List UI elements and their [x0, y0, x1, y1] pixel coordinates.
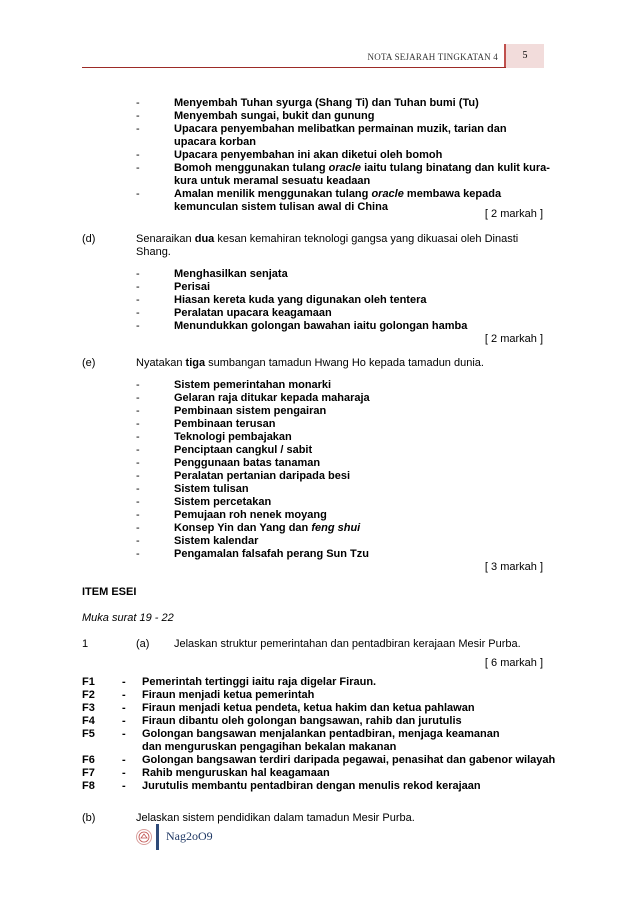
list-dash: - — [122, 767, 126, 779]
question-text — [136, 357, 484, 370]
list-dash: - — [136, 307, 140, 319]
fact-label: F3 — [82, 702, 95, 714]
fact-text: Firaun menjadi ketua pemerintah — [142, 689, 315, 701]
fact-label: F2 — [82, 689, 95, 701]
list-dash: - — [136, 149, 140, 161]
list-item: Upacara penyembahan ini akan diketui oleh bomoh — [174, 149, 443, 161]
question-keyword: dua — [194, 233, 215, 245]
list-dash: - — [136, 444, 140, 456]
fact-label: F6 — [82, 754, 95, 766]
list-dash: - — [122, 715, 126, 727]
fact-label: F7 — [82, 767, 95, 779]
list-item-text: Amalan menilik menggunakan tulang — [174, 188, 372, 200]
list-dash: - — [136, 188, 140, 200]
marks-label: [ 2 markah ] — [484, 208, 543, 220]
list-dash: - — [136, 294, 140, 306]
list-item-italic: oracle — [371, 188, 404, 200]
fact-text: Firaun dibantu oleh golongan bangsawan, rahib dan jurutulis — [142, 715, 462, 727]
list-item-text: Konsep Yin dan Yang dan — [174, 522, 312, 534]
list-item: Sistem pemerintahan monarki — [174, 379, 332, 391]
list-item-text: iaitu tulang binatang dan kulit kura- — [361, 162, 550, 174]
list-dash: - — [136, 320, 140, 332]
list-dash: - — [136, 496, 140, 508]
list-item: Menghasilkan senjata — [174, 268, 288, 280]
list-dash: - — [136, 470, 140, 482]
list-item: Menyembah sungai, bukit dan gunung — [174, 110, 375, 122]
list-item — [174, 188, 501, 201]
page-reference: Muka surat 19 - 22 — [82, 612, 174, 624]
list-item: Pengamalan falsafah perang Sun Tzu — [174, 548, 369, 560]
list-item — [174, 522, 360, 535]
list-item: Sistem tulisan — [174, 483, 249, 495]
list-dash: - — [136, 268, 140, 280]
list-dash: - — [136, 522, 140, 534]
list-item: Penciptaan cangkul / sabit — [174, 444, 313, 456]
question-label: (d) — [82, 233, 96, 245]
fact-text: Firaun menjadi ketua pendeta, ketua hakim dan ketua pahlawan — [142, 702, 475, 714]
list-item-text: membawa kepada — [403, 188, 502, 200]
fact-text: Golongan bangsawan menjalankan pentadbiran, menjaga keamanan — [142, 728, 500, 740]
list-item-continuation: kemunculan sistem tulisan awal di China — [174, 201, 388, 213]
list-dash: - — [136, 483, 140, 495]
list-dash: - — [136, 123, 140, 135]
marks-label: [ 3 markah ] — [484, 561, 543, 573]
footer-accent-bar — [156, 824, 159, 850]
list-item: Pembinaan sistem pengairan — [174, 405, 327, 417]
question-text-continuation: Shang. — [136, 246, 171, 258]
fact-label: F1 — [82, 676, 95, 688]
list-item: Peralatan upacara keagamaan — [174, 307, 332, 319]
list-dash: - — [136, 110, 140, 122]
question-text-part: sumbangan tamadun Hwang Ho kepada tamadun dunia. — [205, 357, 484, 369]
page-number: 5 — [504, 44, 544, 68]
list-item: Peralatan pertanian daripada besi — [174, 470, 351, 482]
question-number: 1 — [82, 638, 89, 650]
list-dash: - — [122, 702, 126, 714]
list-dash: - — [136, 509, 140, 521]
list-item-continuation: upacara korban — [174, 136, 256, 148]
list-dash: - — [122, 728, 126, 740]
list-item: Hiasan kereta kuda yang digunakan oleh tentera — [174, 294, 427, 306]
section-heading: ITEM ESEI — [82, 586, 137, 598]
question-text: Jelaskan sistem pendidikan dalam tamadun Mesir Purba. — [136, 812, 415, 824]
list-dash: - — [136, 418, 140, 430]
fact-text: Golongan bangsawan terdiri daripada pegawai, penasihat dan gabenor wilayah — [142, 754, 556, 766]
list-item: Menyembah Tuhan syurga (Shang Ti) dan Tuhan bumi (Tu) — [174, 97, 479, 109]
list-dash: - — [122, 676, 126, 688]
list-dash: - — [136, 431, 140, 443]
list-item: Sistem percetakan — [174, 496, 272, 508]
list-dash: - — [122, 780, 126, 792]
list-item-italic: feng shui — [311, 522, 361, 534]
list-dash: - — [122, 689, 126, 701]
question-text: Jelaskan struktur pemerintahan dan pentadbiran kerajaan Mesir Purba. — [174, 638, 521, 650]
list-item: Menundukkan golongan bawahan iaitu golongan hamba — [174, 320, 468, 332]
list-dash: - — [136, 405, 140, 417]
list-item: Sistem kalendar — [174, 535, 259, 547]
list-item: Penggunaan batas tanaman — [174, 457, 321, 469]
list-item: Perisai — [174, 281, 211, 293]
question-text-part: kesan kemahiran teknologi gangsa yang dikuasai oleh Dinasti — [214, 233, 519, 245]
list-item: Pemujaan roh nenek moyang — [174, 509, 327, 521]
list-item — [174, 162, 550, 175]
running-header-title: NOTA SEJARAH TINGKATAN 4 — [367, 52, 498, 62]
list-dash: - — [136, 535, 140, 547]
question-text-part: Senaraikan — [136, 233, 195, 245]
question-text — [136, 233, 518, 246]
question-label: (e) — [82, 357, 96, 369]
fact-text: Pemerintah tertinggi iaitu raja digelar Firaun. — [142, 676, 377, 688]
fact-text-continuation: dan menguruskan pengagihan bekalan makanan — [142, 741, 397, 753]
fact-text: Jurutulis membantu pentadbiran dengan menulis rekod kerajaan — [142, 780, 481, 792]
list-dash: - — [136, 392, 140, 404]
list-dash: - — [122, 754, 126, 766]
header-rule — [82, 67, 506, 68]
question-label: (a) — [136, 638, 150, 650]
list-dash: - — [136, 379, 140, 391]
list-item: Gelaran raja ditukar kepada maharaja — [174, 392, 370, 404]
fact-label: F8 — [82, 780, 95, 792]
question-text-part: Nyatakan — [136, 357, 186, 369]
question-keyword: tiga — [185, 357, 206, 369]
list-dash: - — [136, 162, 140, 174]
list-item-italic: oracle — [328, 162, 362, 174]
list-item-text: Bomoh menggunakan tulang — [174, 162, 329, 174]
list-dash: - — [136, 281, 140, 293]
list-dash: - — [136, 548, 140, 560]
list-dash: - — [136, 97, 140, 109]
list-dash: - — [136, 457, 140, 469]
stamp-logo-icon — [136, 829, 152, 845]
list-item: Upacara penyembahan melibatkan permainan muzik, tarian dan — [174, 123, 507, 135]
question-label: (b) — [82, 812, 96, 824]
marks-label: [ 2 markah ] — [484, 333, 543, 345]
list-item: Teknologi pembajakan — [174, 431, 292, 443]
fact-text: Rahib menguruskan hal keagamaan — [142, 767, 330, 779]
fact-label: F5 — [82, 728, 95, 740]
list-item: Pembinaan terusan — [174, 418, 276, 430]
marks-label: [ 6 markah ] — [484, 657, 543, 669]
fact-label: F4 — [82, 715, 95, 727]
list-item-continuation: kura untuk meramal sesuatu keadaan — [174, 175, 371, 187]
footer-brand: Nag2oO9 — [166, 829, 213, 843]
